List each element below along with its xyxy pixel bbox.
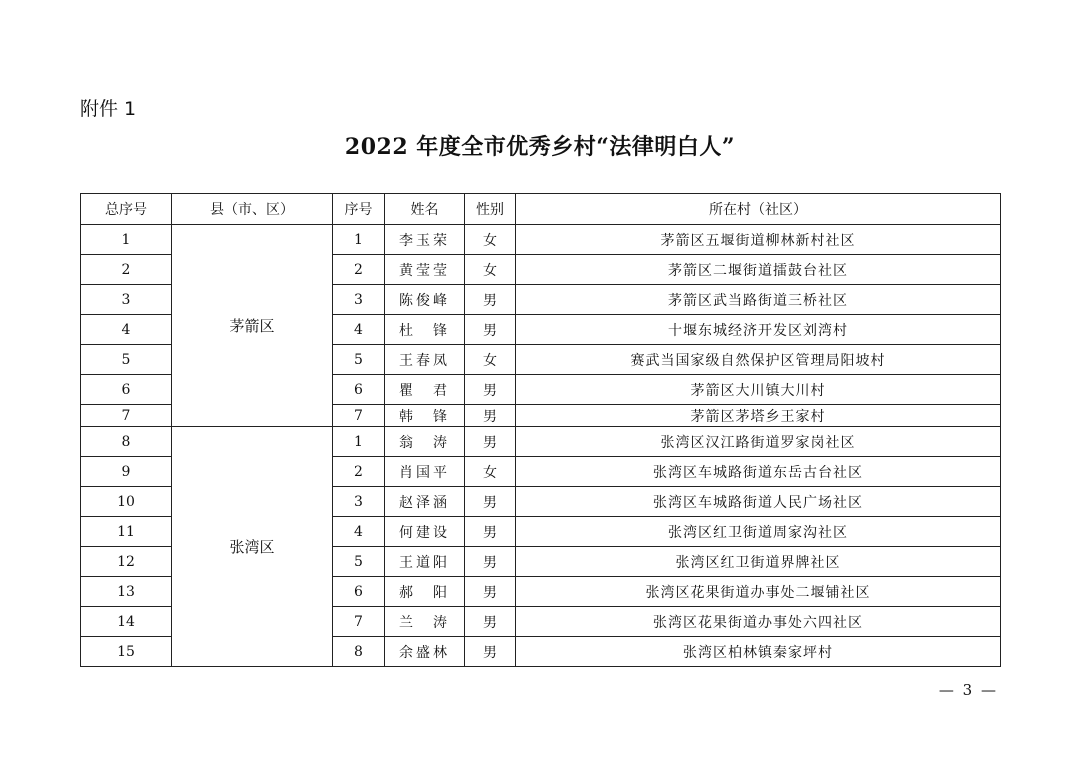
col-header-seq-no: 序号 <box>333 194 385 225</box>
col-header-gender: 性别 <box>465 194 516 225</box>
page-number: — 3 — <box>938 681 998 699</box>
total-no-cell: 14 <box>81 607 172 637</box>
table-body <box>81 225 1001 667</box>
total-no-cell: 15 <box>81 637 172 667</box>
gender-cell: 男 <box>465 315 516 345</box>
seq-no-cell: 1 <box>333 225 385 255</box>
name-cell: 余盛林 <box>385 637 465 667</box>
village-cell: 张湾区车城路街道人民广场社区 <box>516 487 1001 517</box>
gender-cell: 男 <box>465 375 516 405</box>
village-cell: 茅箭区武当路街道三桥社区 <box>516 285 1001 315</box>
total-no-cell: 10 <box>81 487 172 517</box>
gender-cell: 男 <box>465 285 516 315</box>
gender-cell: 男 <box>465 405 516 427</box>
total-no-cell: 7 <box>81 405 172 427</box>
name-cell: 何建设 <box>385 517 465 547</box>
village-cell: 茅箭区茅塔乡王家村 <box>516 405 1001 427</box>
gender-cell: 男 <box>465 487 516 517</box>
name-cell: 陈俊峰 <box>385 285 465 315</box>
total-no-cell: 8 <box>81 427 172 457</box>
seq-no-cell: 3 <box>333 487 385 517</box>
village-cell: 张湾区柏林镇秦家坪村 <box>516 637 1001 667</box>
name-cell: 翁 涛 <box>385 427 465 457</box>
name-cell: 黄莹莹 <box>385 255 465 285</box>
total-no-cell: 1 <box>81 225 172 255</box>
seq-no-cell: 4 <box>333 517 385 547</box>
name-cell: 韩 锋 <box>385 405 465 427</box>
total-no-cell: 2 <box>81 255 172 285</box>
gender-cell: 男 <box>465 577 516 607</box>
seq-no-cell: 2 <box>333 255 385 285</box>
village-cell: 赛武当国家级自然保护区管理局阳坡村 <box>516 345 1001 375</box>
seq-no-cell: 1 <box>333 427 385 457</box>
table-row <box>81 427 1001 457</box>
name-cell: 赵泽涵 <box>385 487 465 517</box>
total-no-cell: 11 <box>81 517 172 547</box>
col-header-village: 所在村（社区） <box>516 194 1001 225</box>
gender-cell: 男 <box>465 607 516 637</box>
attachment-label: 附件 1 <box>80 98 137 120</box>
col-header-county: 县（市、区） <box>172 194 333 225</box>
village-cell: 张湾区花果街道办事处六四社区 <box>516 607 1001 637</box>
seq-no-cell: 5 <box>333 547 385 577</box>
name-cell: 杜 锋 <box>385 315 465 345</box>
total-no-cell: 12 <box>81 547 172 577</box>
name-cell: 兰 涛 <box>385 607 465 637</box>
gender-cell: 女 <box>465 345 516 375</box>
col-header-name: 姓名 <box>385 194 465 225</box>
gender-cell: 女 <box>465 457 516 487</box>
gender-cell: 女 <box>465 255 516 285</box>
village-cell: 十堰东城经济开发区刘湾村 <box>516 315 1001 345</box>
gender-cell: 男 <box>465 547 516 577</box>
village-cell: 茅箭区大川镇大川村 <box>516 375 1001 405</box>
total-no-cell: 6 <box>81 375 172 405</box>
name-cell: 王道阳 <box>385 547 465 577</box>
name-cell: 肖国平 <box>385 457 465 487</box>
table-header-row <box>81 194 1001 225</box>
table-row <box>81 225 1001 255</box>
gender-cell: 女 <box>465 225 516 255</box>
village-cell: 张湾区红卫街道界牌社区 <box>516 547 1001 577</box>
name-cell: 王春凤 <box>385 345 465 375</box>
village-cell: 张湾区红卫街道周家沟社区 <box>516 517 1001 547</box>
village-cell: 茅箭区二堰街道擂鼓台社区 <box>516 255 1001 285</box>
seq-no-cell: 2 <box>333 457 385 487</box>
seq-no-cell: 6 <box>333 375 385 405</box>
document-title: 2022 年度全市优秀乡村“法律明白人” <box>344 134 736 160</box>
seq-no-cell: 5 <box>333 345 385 375</box>
seq-no-cell: 7 <box>333 607 385 637</box>
total-no-cell: 4 <box>81 315 172 345</box>
seq-no-cell: 4 <box>333 315 385 345</box>
gender-cell: 男 <box>465 517 516 547</box>
seq-no-cell: 6 <box>333 577 385 607</box>
seq-no-cell: 3 <box>333 285 385 315</box>
village-cell: 茅箭区五堰街道柳林新村社区 <box>516 225 1001 255</box>
gender-cell: 男 <box>465 637 516 667</box>
gender-cell: 男 <box>465 427 516 457</box>
county-cell: 茅箭区 <box>172 225 333 427</box>
col-header-total-no: 总序号 <box>81 194 172 225</box>
total-no-cell: 5 <box>81 345 172 375</box>
county-cell: 张湾区 <box>172 427 333 667</box>
roster-table <box>80 193 1001 667</box>
name-cell: 李玉荣 <box>385 225 465 255</box>
village-cell: 张湾区汉江路街道罗家岗社区 <box>516 427 1001 457</box>
total-no-cell: 3 <box>81 285 172 315</box>
seq-no-cell: 8 <box>333 637 385 667</box>
village-cell: 张湾区花果街道办事处二堰铺社区 <box>516 577 1001 607</box>
village-cell: 张湾区车城路街道东岳古台社区 <box>516 457 1001 487</box>
seq-no-cell: 7 <box>333 405 385 427</box>
total-no-cell: 9 <box>81 457 172 487</box>
name-cell: 瞿 君 <box>385 375 465 405</box>
name-cell: 郝 阳 <box>385 577 465 607</box>
total-no-cell: 13 <box>81 577 172 607</box>
